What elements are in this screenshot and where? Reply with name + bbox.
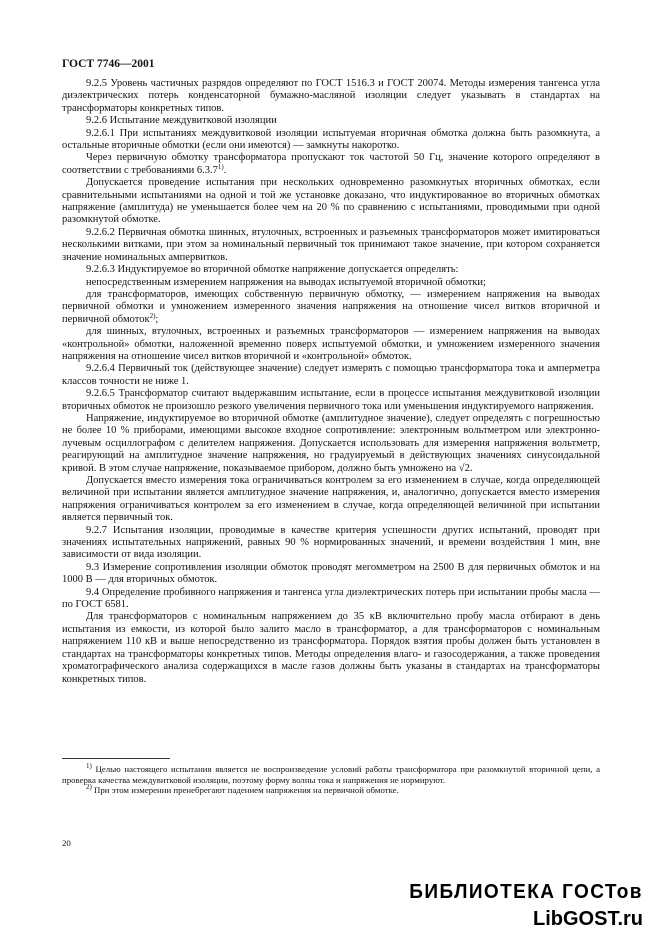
paragraph: для шинных, втулочных, встроенных и разъемных трансформаторов — измерением напряжения на выводах «контрольной» обмотки, наложенной временно поверх испытуемой обмотки, и умножением измеренного значения напряжения на отношение чисел витков вторичной и «контрольной» обмоток. bbox=[62, 326, 600, 362]
paragraph: 9.2.6.4 Первичный ток (действующее значение) следует измерять с помощью трансформатора тока и амперметра классов точности не ниже 1. bbox=[62, 363, 600, 387]
paragraph: Для трансформаторов с номинальным напряжением до 35 кВ включительно пробу масла отбирают в день испытания из емкости, из которой было залито масло в трансформатор, а для трансформаторов с номинальным напряжением 110 кВ и выше непосредственно из трансформатора. Порядок взятия пробы должен быть установлен в стандартах на трансформаторы конкретных типов. Методы определения влаго- и газосодержания, а также проведения хроматографического анализа содержащихся в масле газов должны быть указаны в стандартах на трансформаторы конкретных типов. bbox=[62, 611, 600, 685]
footnote-ref: 2) bbox=[149, 311, 156, 320]
footnotes bbox=[62, 764, 600, 796]
watermark bbox=[397, 880, 643, 931]
footnote-text: При этом измерении пренебрегают падением напряжения на первичной обмотке. bbox=[91, 785, 399, 796]
footnote bbox=[62, 764, 600, 785]
paragraph bbox=[62, 152, 600, 177]
paragraph-text: Через первичную обмотку трансформатора пропускают ток частотой 50 Гц, значение которого определяют в соответствии с требованиями 6.3.7 bbox=[62, 152, 600, 176]
footnote-divider bbox=[62, 758, 170, 759]
paragraph: 9.2.5 Уровень частичных разрядов определяют по ГОСТ 1516.3 и ГОСТ 20074. Методы измерения тангенса угла диэлектрических потерь конденсаторной бумажно-масляной изоляции следует указывать в стандартах на трансформаторы конкретных типов. bbox=[62, 78, 600, 114]
footnote-mark: 1) bbox=[86, 762, 92, 770]
paragraph: Допускается вместо измерения тока ограничиваться контролем за его изменением в случае, когда определяющей величиной при испытании является амплитудное значение напряжения, и, аналогично, допускается вместо измерения напряжения ограничиваться контролем за его изменением в случае, когда определяющей величиной при испытании является первичный ток. bbox=[62, 475, 600, 524]
footnote bbox=[62, 785, 600, 796]
document-header: ГОСТ 7746—2001 bbox=[62, 58, 155, 70]
page-number: 20 bbox=[62, 838, 71, 848]
paragraph: 9.2.6.5 Трансформатор считают выдержавшим испытание, если в процессе испытания междувитковой изоляции вторичных обмоток не произошло резкого увеличения первичного тока или уменьшения индуктируемого напряжения. bbox=[62, 388, 600, 412]
paragraph: 9.2.6.3 Индуктируемое во вторичной обмотке напряжение допускается определять: bbox=[86, 264, 459, 276]
paragraph: 9.3 Измерение сопротивления изоляции обмоток проводят мегомметром на 2500 В для первичных обмоток и на 1000 В — для вторичных обмоток. bbox=[62, 561, 600, 586]
watermark-site: LibGOST.ru bbox=[533, 908, 643, 930]
paragraph-punct: ; bbox=[155, 313, 159, 325]
paragraph: непосредственным измерением напряжения на выводах испытуемой вторичной обмотки; bbox=[86, 276, 486, 288]
body-text bbox=[62, 78, 600, 686]
paragraph: 9.2.6.2 Первичная обмотка шинных, втулочных, встроенных и разъемных трансформаторов может имитироваться несколькими витками, при этом за номинальный первичный ток принимают такое значение, при котором сохраняется значение номинальных ампервитков. bbox=[62, 226, 600, 263]
paragraph-text: для трансформаторов, имеющих собственную первичную обмотку, — измерением напряжения на выводах первичной обмотки и умножением измеренного значения напряжения на отношение чисел витков вторичной и первичной обмоток bbox=[62, 288, 600, 325]
paragraph: 9.2.7 Испытания изоляции, проводимые в качестве критерия успешности других испытаний, проводят при значениях испытательных напряжений, равных 90 % нормированных значений, и времени воздействия 1 мин, вне зависимости от вида изоляции. bbox=[62, 524, 600, 561]
paragraph-punct: . bbox=[223, 164, 227, 176]
paragraph: 9.2.6 Испытание междувитковой изоляции bbox=[86, 115, 277, 127]
footnote-ref: 1) bbox=[217, 162, 224, 171]
paragraph: Допускается проведение испытания при нескольких одновременно разомкнутых вторичных обмотках, если сравнительными испытаниями на одной и той же установке доказано, что индуктированное во вторичных обмотках напряжение (амплитуда) не уменьшается более чем на 20 % по сравнению с испытаниями, проводимыми при одной разомкнутой обмотке. bbox=[62, 177, 600, 226]
watermark-title: БИБЛИОТЕКА ГОСТов bbox=[409, 881, 643, 903]
paragraph: Напряжение, индуктируемое во вторичной обмотке (амплитудное значение), следует определять с погрешностью не более 10 % приборами, имеющими высокое входное сопротивление: электронным вольтметром или электронно-лучевым осциллографом с делителем напряжения. Допускается использовать для измерения напряжения вольтметр, реагирующий на амплитудное значение напряжения, но градуируемый в действующих значениях синусоидальной кривой. В этом случае напряжение, показываемое прибором, должно быть умножено на √2. bbox=[62, 412, 600, 474]
paragraph: 9.4 Определение пробивного напряжения и тангенса угла диэлектрических потерь при испытании пробы масла — по ГОСТ 6581. bbox=[62, 586, 600, 611]
paragraph: 9.2.6.1 При испытаниях междувитковой изоляции испытуемая вторичная обмотка должна быть разомкнута, а остальные вторичные обмотки (если они имеются) — замкнуты накоротко. bbox=[62, 127, 600, 152]
footnote-text: Целью настоящего испытания является не воспроизведение условий работы трансформатора при разомкнутой вторичной цепи, а проверка качества междувитковой изоляции, поэтому форму волны тока и напряжения не нормируют. bbox=[62, 764, 600, 785]
paragraph bbox=[62, 289, 600, 326]
footnote-mark: 2) bbox=[86, 783, 92, 792]
